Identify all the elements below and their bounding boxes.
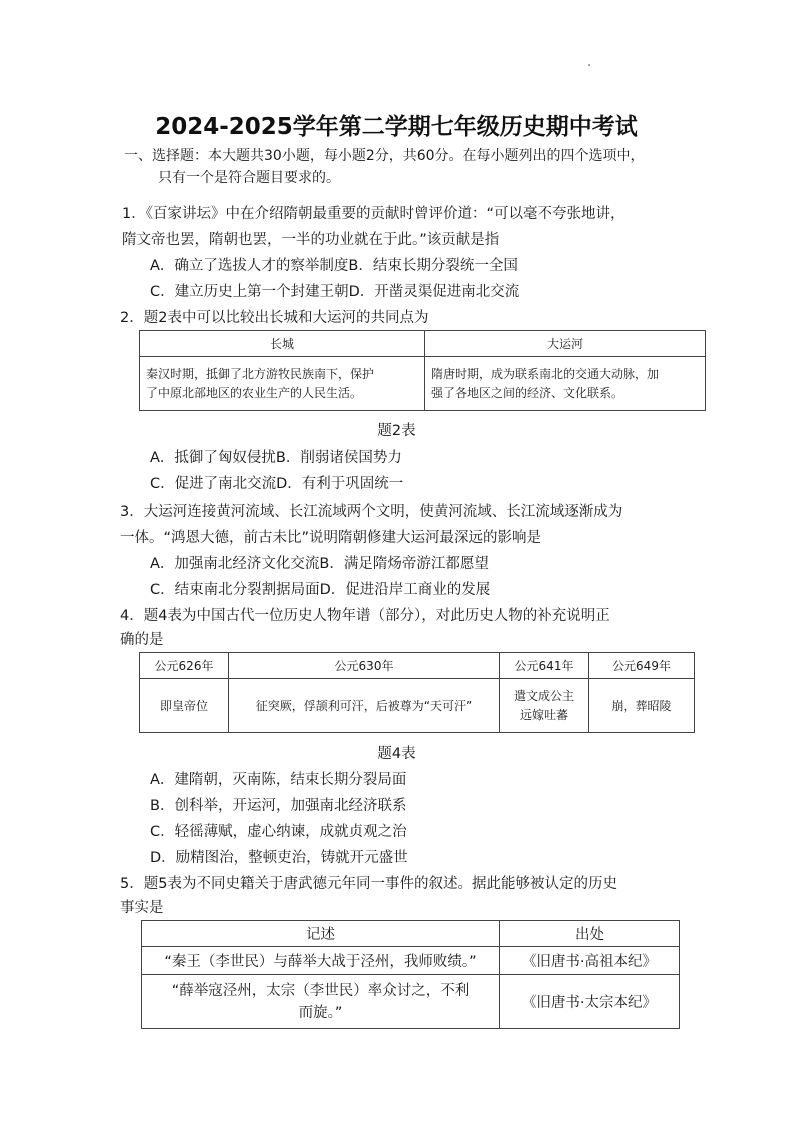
- q5-row1-source: 《旧唐书·高祖本纪》: [500, 947, 680, 975]
- q4-year-626: 公元626年: [140, 653, 229, 679]
- q5-row1-record: “秦王（李世民）与薛举大战于泾州，我师败绩。”: [142, 947, 500, 975]
- q1-options-ab: A．确立了选拔人才的察举制度B．结束长期分裂统一全国: [150, 258, 518, 274]
- q2-cell-great-wall: [140, 357, 425, 411]
- q5-row2-source: 《旧唐书·太宗本纪》: [500, 975, 680, 1029]
- q2-header-grand-canal: 大运河: [425, 331, 706, 357]
- q4-option-c: C．轻徭薄赋，虚心纳谏，成就贞观之治: [150, 824, 407, 840]
- q2-cell-grand-canal-line1: 隋唐时期，成为联系南北的交通大动脉，加: [431, 366, 660, 381]
- q4-option-a: A．建隋朝，灭南陈，结束长期分裂局面: [150, 772, 407, 788]
- q2-cell-great-wall-line1: 秦汉时期，抵御了北方游牧民族南下，保护: [146, 366, 375, 381]
- q3-options-ab: A．加强南北经济文化交流B．满足隋炀帝游江都愿望: [150, 556, 489, 572]
- q2-stem: 2．题2表中可以比较出长城和大运河的共同点为: [120, 310, 429, 326]
- q5-header-record: 记述: [142, 921, 500, 947]
- q3-options-cd: C．结束南北分裂割据局面D．促进沿岸工商业的发展: [150, 582, 491, 598]
- q3-stem-line1: 3．大运河连接黄河流域、长江流域两个文明，使黄河流域、长江流域逐渐成为: [120, 504, 623, 520]
- q4-option-d: D．励精图治，整顿吏治，铸就开元盛世: [150, 850, 408, 866]
- q4-stem-line1: 4．题4表为中国古代一位历史人物年谱（部分），对此历史人物的补充说明正: [120, 608, 610, 624]
- q4-event-641-line1: 遣文成公主: [513, 688, 574, 703]
- q2-cell-grand-canal: [425, 357, 706, 411]
- q4-year-641: 公元641年: [500, 653, 589, 679]
- q4-option-b: B．创科举，开运河，加强南北经济联系: [150, 798, 407, 814]
- q5-header-source: 出处: [500, 921, 680, 947]
- q5-row2-record-line2: 而旋。”: [298, 1004, 343, 1021]
- q5-stem-line2: 事实是: [120, 900, 164, 916]
- q4-year-630: 公元630年: [229, 653, 500, 679]
- q4-table: [139, 652, 695, 733]
- q2-header-great-wall: 长城: [140, 331, 425, 357]
- q4-year-649: 公元649年: [589, 653, 695, 679]
- q4-table-caption: 题4表: [377, 746, 416, 762]
- section-instruction-line2: 只有一个是符合题目要求的。: [158, 170, 340, 186]
- section-instruction-line1: 一、选择题：本大题共30小题，每小题2分，共60分。在每小题列出的四个选项中，: [124, 148, 645, 164]
- q2-cell-grand-canal-line2: 强了各地区之间的经济、文化联系。: [431, 385, 624, 400]
- q1-options-cd: C．建立历史上第一个封建王朝D．开凿灵渠促进南北交流: [150, 284, 520, 300]
- q5-stem-line1: 5．题5表为不同史籍关于唐武德元年同一事件的叙述。据此能够被认定的历史: [120, 876, 617, 892]
- q4-event-626: 即皇帝位: [140, 679, 229, 733]
- page-title: 2024-2025学年第二学期七年级历史期中考试: [155, 114, 638, 140]
- q5-table: [141, 920, 680, 1029]
- scan-dot: [588, 64, 590, 66]
- q4-event-630: 征突厥，俘颉利可汗，后被尊为“天可汗”: [229, 679, 500, 733]
- q5-row2-record-line1: “薛举寇泾州，太宗（李世民）率众讨之，不利: [171, 982, 470, 999]
- q5-row2-record: [142, 975, 500, 1029]
- q2-cell-great-wall-line2: 了中原北部地区的农业生产的人民生活。: [146, 385, 363, 400]
- q2-table: [139, 330, 706, 411]
- q4-event-641-line2: 远嫁吐蕃: [519, 707, 568, 722]
- q2-options-ab: A．抵御了匈奴侵扰B．削弱诸侯国势力: [150, 450, 402, 466]
- q4-event-641: [500, 679, 589, 733]
- q2-options-cd: C．促进了南北交流D．有利于巩固统一: [150, 476, 404, 492]
- q2-table-caption: 题2表: [377, 423, 416, 439]
- q4-stem-line2: 确的是: [120, 632, 164, 648]
- q1-stem-line1: 1．《百家讲坛》中在介绍隋朝最重要的贡献时曾评价道：“可以毫不夸张地讲，: [122, 206, 625, 222]
- q3-stem-line2: 一体。“鸿恩大德，前古未比”说明隋朝修建大运河最深远的影响是: [120, 530, 542, 546]
- q4-event-649: 崩，葬昭陵: [589, 679, 695, 733]
- q1-stem-line2: 隋文帝也罢，隋朝也罢，一半的功业就在于此。”该贡献是指: [122, 232, 500, 248]
